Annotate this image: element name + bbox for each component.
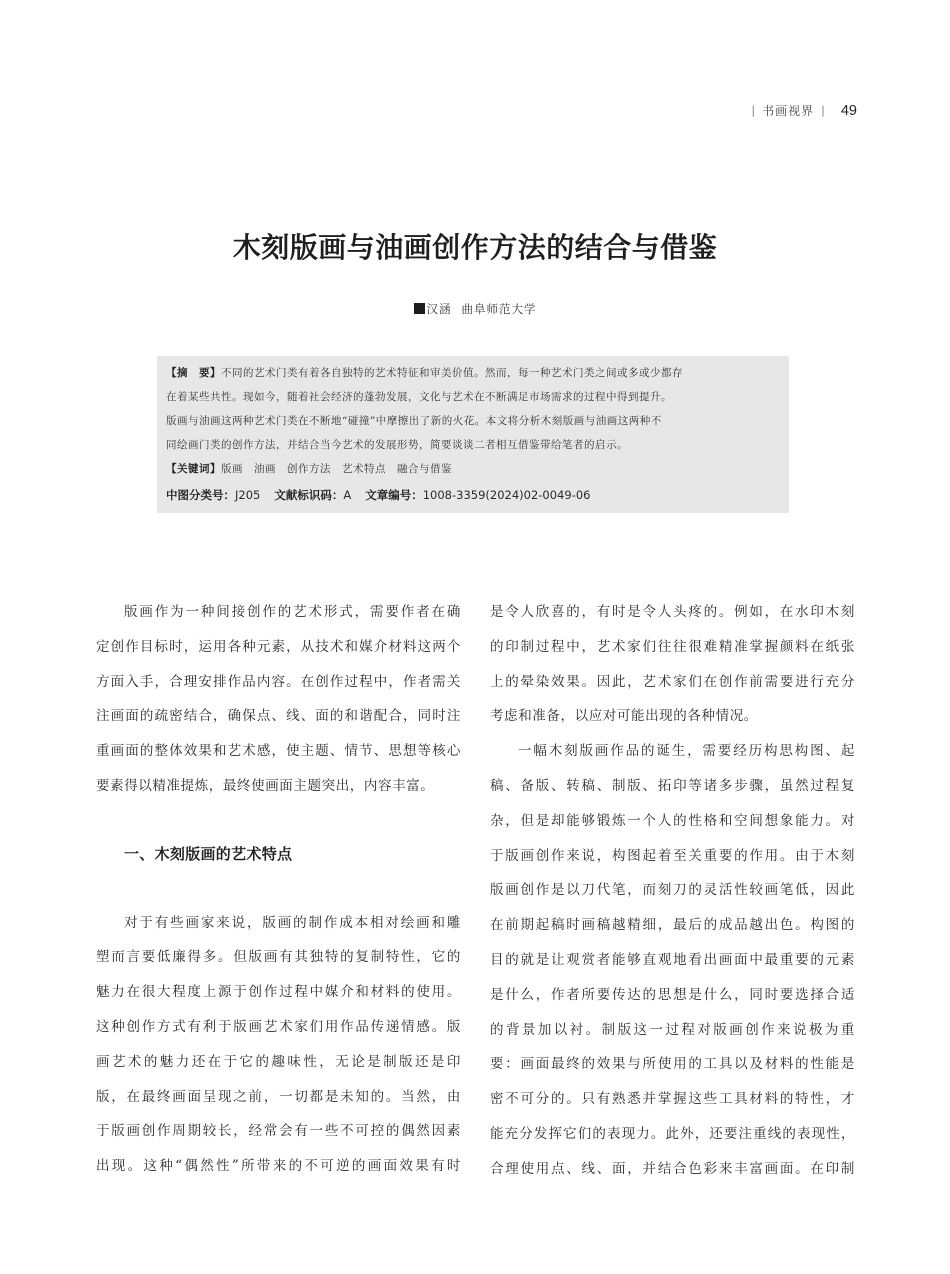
body-line: 的印制过程中，艺术家们往往很难精准掌握颜料在纸张 (490, 638, 855, 655)
body-line: 杂，但是却能够锻炼一个人的性格和空间想象能力。对 (490, 812, 855, 829)
abstract-line: 在着某些共性。现如今，随着社会经济的蓬勃发展，文化与艺术在不断满足市场需求的过程中得到提升。 (166, 391, 672, 403)
byline-square-icon (414, 303, 425, 314)
byline (0, 301, 950, 317)
body-line: 方面入手，合理安排作品内容。在创作过程中，作者需关 (96, 673, 461, 690)
body-line: 这种创作方式有利于版画艺术家们用作品传递情感。版 (96, 1018, 461, 1035)
abstract-box (157, 356, 789, 513)
body-line: 重画面的整体效果和艺术感，使主题、情节、思想等核心 (96, 743, 461, 760)
abstract-text (166, 361, 782, 481)
abstract-line: 同绘画门类的创作方法，并结合当今艺术的发展形势，简要谈谈二者相互借鉴带给笔者的启示。 (166, 439, 628, 451)
body-column-right (490, 595, 855, 1187)
article-title: 木刻版画与油画创作方法的结合与借鉴 (232, 231, 718, 264)
clc-number: J205 (235, 488, 261, 502)
body-line: 于版画创作周期较长，经常会有一些不可控的偶然因素 (96, 1123, 461, 1140)
page-number: 49 (840, 102, 857, 119)
section-name: 书画视界 (762, 104, 815, 118)
keywords: 版画 油画 创作方法 艺术特点 融合与借鉴 (221, 463, 452, 475)
body-line: 密不可分的。只有熟悉并掌握这些工具材料的特性，才 (490, 1091, 855, 1108)
header-divider-right: | (821, 104, 825, 117)
author-affiliation: 曲阜师范大学 (461, 302, 537, 316)
section-heading: 一、木刻版画的艺术特点 (124, 844, 293, 863)
body-line: 对于有些画家来说，版画的制作成本相对绘画和雕 (124, 914, 461, 931)
body-column-left (96, 595, 461, 1184)
body-line: 塑而言要低廉得多。但版画有其独特的复制特性，它的 (96, 949, 461, 966)
keywords-label: 【关键词】 (166, 463, 221, 475)
body-line: 要素得以精准提炼，最终使画面主题突出，内容丰富。 (96, 777, 435, 794)
body-line: 是什么，作者所要传达的思想是什么，同时要选择合适 (490, 986, 855, 1003)
article-number: 1008-3359(2024)02-0049-06 (422, 488, 591, 502)
running-head (744, 102, 857, 119)
body-line: 要：画面最终的效果与所使用的工具以及材料的性能是 (490, 1056, 855, 1073)
body-line: 是令人欣喜的，有时是令人头疼的。例如，在水印木刻 (490, 604, 855, 620)
body-line: 目的就是让观赏者能够直观地看出画面中最重要的元素 (490, 951, 855, 968)
body-line: 注画面的疏密结合，确保点、线、面的和谐配合，同时注 (96, 708, 461, 725)
body-line: 上的晕染效果。因此，艺术家们在创作前需要进行充分 (490, 673, 855, 690)
abstract-line: 【摘 要】不同的艺术门类有着各自独特的艺术特征和审美价值。然而，每一种艺术门类之间或多或少都存 (166, 367, 683, 379)
header-divider-left: | (751, 104, 756, 117)
body-line: 版画作为一种间接创作的艺术形式，需要作者在确 (124, 604, 461, 620)
author-name: 汉涵 (426, 302, 452, 316)
body-line: 稿、备版、转稿、制版、拓印等诸多步骤，虽然过程复 (490, 777, 855, 794)
body-line: 于版画创作来说，构图起着至关重要的作用。由于木刻 (490, 847, 855, 864)
body-line: 画艺术的魅力还在于它的趣味性，无论是制版还是印 (96, 1053, 461, 1070)
body-line: 的背景加以衬。制版这一过程对版画创作来说极为重 (490, 1021, 855, 1038)
classification-line: 中图分类号：J205 文献标识码：A 文章编号：1008-3359(2024)02-0049-06 (166, 488, 591, 502)
abstract-line: 版画与油画这两种艺术门类在不断地“碰撞”中摩擦出了新的火花。本文将分析木刻版画与油画这两种不 (166, 415, 662, 427)
document-code: A (343, 488, 352, 502)
body-line: 考虑和准备，以应对可能出现的各种情况。 (490, 708, 758, 725)
body-line: 出现。这种“偶然性”所带来的不可逆的画面效果有时 (96, 1158, 461, 1175)
body-line: 一幅木刻版画作品的诞生，需要经历构思构图、起 (518, 743, 855, 760)
abstract-label: 【摘 要】 (166, 367, 221, 379)
body-line: 魅力在很大程度上源于创作过程中媒介和材料的使用。 (96, 984, 461, 1001)
body-line: 能充分发挥它们的表现力。此外，还要注重线的表现性， (490, 1125, 855, 1142)
keywords-line (166, 457, 782, 481)
body-line: 版，在最终画面呈现之前，一切都是未知的。当然，由 (96, 1088, 461, 1105)
body-line: 版画创作是以刀代笔，而刻刀的灵活性较画笔低，因此 (490, 882, 855, 899)
body-line: 合理使用点、线、面，并结合色彩来丰富画面。在印制 (490, 1160, 855, 1177)
body-line: 定创作目标时，运用各种元素，从技术和媒介材料这两个 (96, 638, 461, 655)
body-line: 在前期起稿时画稿越精细，最后的成品越出色。构图的 (490, 917, 855, 934)
